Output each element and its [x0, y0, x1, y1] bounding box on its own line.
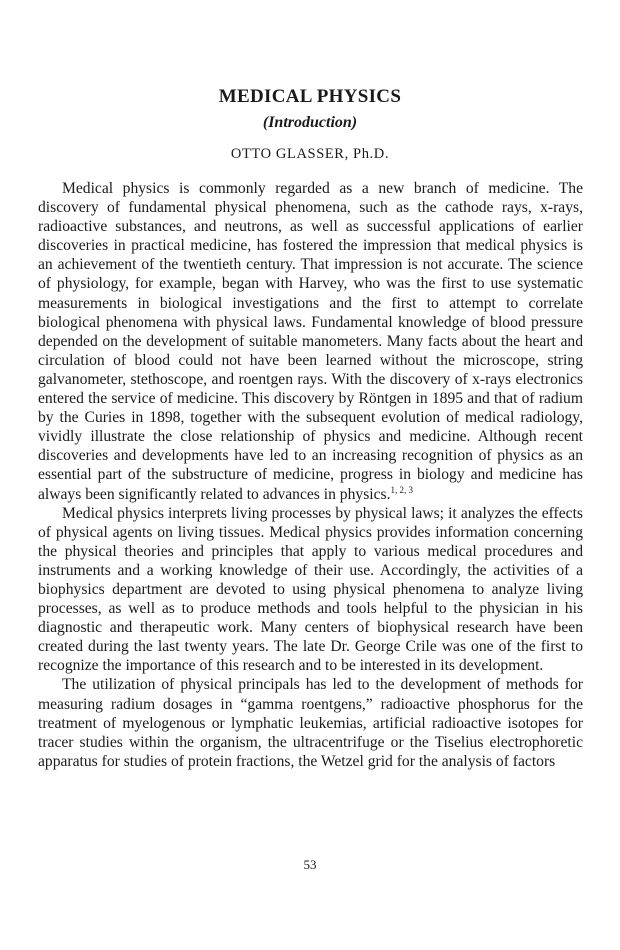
page-number: 53	[303, 857, 317, 872]
body-paragraph	[38, 179, 583, 504]
paragraph-text: Medical physics is commonly regarded as a new branch of medicine. The discovery of fundamental physical phenomena, such as the cathode rays, x-rays, radioactive substances, and neutrons, as well as successful applications of earlier discoveries in practical medicine, has fostered the impression that medical physics is an achievement of the twentieth century. That impression is not accurate. The science of physiology, for example, began with Harvey, who was the first to use systematic measurements in biological investigations and the first to attempt to correlate biological phenomena with physical laws. Fundamental knowledge of blood pressure depended on the development of suitable manometers. Many facts about the heart and circulation of blood could not have been learned without the microscope, string galvanometer, stethoscope, and roentgen rays. With the discovery of x-rays electronics entered the service of medicine. This discovery by Röntgen in 1895 and that of radium by the Curies in 1898, together with the subsequent evolution of medical radiology, vividly illustrate the close relationship of physics and medicine. Although recent discoveries and developments have led to an increasing recognition of physics as an essential part of the substructure of medicine, progress in biology and medicine has always been significantly related to advances in physics.	[38, 180, 583, 503]
article-title: MEDICAL PHYSICS	[218, 86, 402, 107]
article-subtitle: (Introduction)	[262, 114, 358, 131]
author-byline: OTTO GLASSER, Ph.D.	[230, 146, 390, 162]
body-paragraph	[38, 675, 583, 770]
paragraph-text: The utilization of physical principals has led to the development of methods for measuring radium dosages in “gamma roentgens,” radioactive phosphorus for the treatment of myelogenous or lymphatic leukemias, artificial radioactive isotopes for tracer studies within the organism, the ultracentrifuge or the Tiselius electrophoretic apparatus for studies of protein fractions, the Wetzel grid for the analysis of factors	[38, 676, 583, 770]
footnote-reference: 1, 2, 3	[390, 484, 413, 495]
article-body	[38, 179, 583, 771]
paragraph-text: Medical physics interprets living processes by physical laws; it analyzes the effects of physical agents on living tissues. Medical physics provides information concerning the physical theories and principles that apply to various medical procedures and instruments and a working knowledge of their use. Accordingly, the activities of a biophysics department are devoted to using physical phenomena to analyze living processes, as well as to produce methods and tools helpful to the physician in his diagnostic and therapeutic work. Many centers of biophysical research have been created during the last twenty years. The late Dr. George Crile was one of the first to recognize the importance of this research and to be interested in its development.	[38, 504, 583, 675]
body-paragraph	[38, 504, 583, 676]
